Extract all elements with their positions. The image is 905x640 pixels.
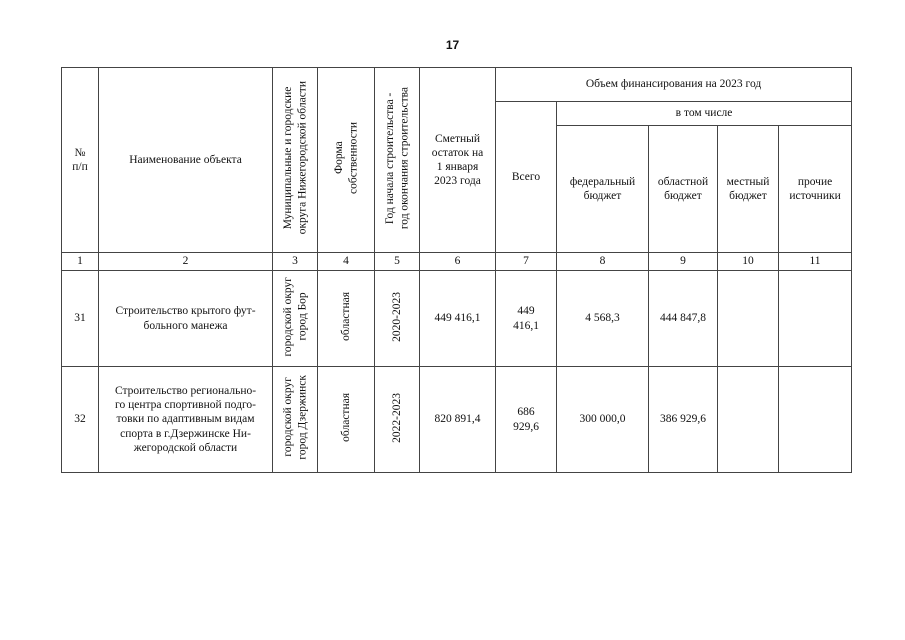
column-number: 10 xyxy=(718,253,779,271)
row-name: Строительство регионально- го центра спортивной подго- товки по адаптивным видам спорта в г.Дзержинске Ни- жегородской области xyxy=(99,367,273,473)
header-other: прочие источники xyxy=(779,126,852,253)
row-num: 31 xyxy=(62,271,99,367)
row-municipality: городской округ город Бор xyxy=(273,271,318,367)
row-ownership: областная xyxy=(318,271,375,367)
row-num: 32 xyxy=(62,367,99,473)
row-years: 2022-2023 xyxy=(375,367,420,473)
row-regional: 444 847,8 xyxy=(649,271,718,367)
column-number: 4 xyxy=(318,253,375,271)
column-number: 7 xyxy=(496,253,557,271)
column-number: 5 xyxy=(375,253,420,271)
column-numbers-row xyxy=(62,253,852,271)
row-total: 449 416,1 xyxy=(496,271,557,367)
table-row xyxy=(62,367,852,473)
page-number: 17 xyxy=(445,38,460,52)
header-row-1 xyxy=(62,68,852,102)
row-other xyxy=(779,271,852,367)
row-regional: 386 929,6 xyxy=(649,367,718,473)
header-regional: областной бюджет xyxy=(649,126,718,253)
header-ownership: Форма собственности xyxy=(318,68,375,253)
table-row xyxy=(62,271,852,367)
header-total: Всего xyxy=(496,102,557,253)
row-years: 2020-2023 xyxy=(375,271,420,367)
header-num: № п/п xyxy=(62,68,99,253)
row-local xyxy=(718,271,779,367)
row-local xyxy=(718,367,779,473)
header-local: местный бюджет xyxy=(718,126,779,253)
column-number: 1 xyxy=(62,253,99,271)
row-other xyxy=(779,367,852,473)
column-number: 11 xyxy=(779,253,852,271)
row-federal: 300 000,0 xyxy=(557,367,649,473)
row-balance: 820 891,4 xyxy=(420,367,496,473)
row-balance: 449 416,1 xyxy=(420,271,496,367)
column-number: 6 xyxy=(420,253,496,271)
column-number: 2 xyxy=(99,253,273,271)
header-years: Год начала строительства - год окончания строительства xyxy=(375,68,420,253)
header-funding-group: Объем финансирования на 2023 год xyxy=(496,68,852,102)
header-federal: федеральный бюджет xyxy=(557,126,649,253)
financing-table xyxy=(61,67,852,473)
row-ownership: областная xyxy=(318,367,375,473)
column-number: 3 xyxy=(273,253,318,271)
header-name: Наименование объекта xyxy=(99,68,273,253)
header-including: в том числе xyxy=(557,102,852,126)
row-total: 686 929,6 xyxy=(496,367,557,473)
header-municipality: Муниципальные и городские округа Нижегородской области xyxy=(273,68,318,253)
row-federal: 4 568,3 xyxy=(557,271,649,367)
column-number: 9 xyxy=(649,253,718,271)
row-name: Строительство крытого фут- больного манежа xyxy=(99,271,273,367)
row-municipality: городской округ город Дзержинск xyxy=(273,367,318,473)
header-balance: Сметный остаток на 1 января 2023 года xyxy=(420,68,496,253)
column-number: 8 xyxy=(557,253,649,271)
